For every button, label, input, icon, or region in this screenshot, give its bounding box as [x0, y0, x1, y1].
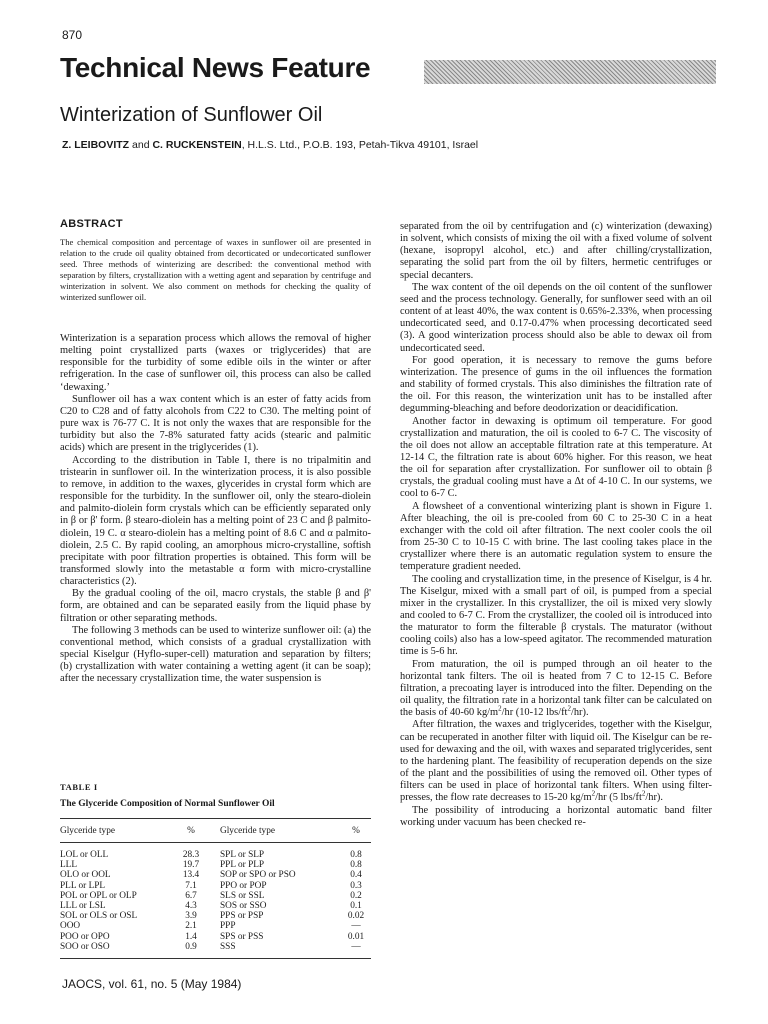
table-cell: 0.1	[350, 901, 362, 912]
paragraph: separated from the oil by centrifugation and (c) winterization (dewaxing) in solvent, which consists of mixing the oil with a fixed volume of solvent (hexane, isopropyl alcohol, etc.) and after chilling/crystallization, separating the solid part from the oil by filters, hermetic centrifuges or special decanters.	[400, 221, 712, 281]
table-cell: SOO or OSO	[60, 941, 110, 952]
table-row	[60, 911, 371, 921]
table-cell: 0.02	[347, 911, 365, 922]
table-header-row	[60, 819, 371, 843]
table-row	[60, 881, 371, 891]
table-caption: The Glyceride Composition of Normal Sunflower Oil	[60, 799, 275, 809]
table-row	[60, 921, 371, 931]
paragraph: The cooling and crystallization time, in the presence of Kiselgur, is 4 hr. The Kiselgur, mixed with a small part of oil, is pumped from a special mixer in the crystallizer. In this crystallizer, the oil is mixed very slowly and cooled to 6-7 C. From the crystallizer, the cooled oil is introduced into the maturator to form the filterable β crystals. The maturator (without cooling coils) also has a low-speed agitator. The recommended maturation time is 5-6 hr.	[400, 573, 712, 658]
table-cell: PPS or PSP	[220, 911, 264, 922]
table-cell: PPO or POP	[220, 880, 267, 891]
paragraph-text: From maturation, the oil is pumped through an oil heater to the horizontal tank filters. The oil is heated from 7 C to 12-15 C. Before filtration, a precoating layer is introduced into the filter. Depending on the oil quality, the filtration rate in a horizontal tank filter can be calculated on the basis of	[400, 658, 712, 719]
author-conjunction: and	[129, 139, 153, 151]
table-cell: 3.9	[185, 911, 197, 922]
header-hatched-bar	[424, 60, 716, 84]
paragraph-text: /hr (5 lbs/ft	[595, 792, 642, 804]
table-cell: OLO or OOL	[60, 870, 111, 881]
paragraph-text: /hr).	[570, 707, 589, 719]
table-cell: 0.8	[350, 860, 362, 871]
table-row	[60, 901, 371, 911]
table-cell: PLL or LPL	[60, 880, 106, 891]
superscript: 2	[641, 789, 646, 798]
paragraph	[400, 719, 712, 804]
table-cell: LLL	[60, 860, 78, 871]
column-header: %	[172, 819, 210, 843]
superscript: 2	[567, 704, 571, 713]
abstract-text: The chemical composition and percentage of waxes in sunflower oil are presented in relation to the crude oil quality obtained from decorticated or undecorticated sunflower seed. Three methods of winterizing are described: the conventional method with separation by filters, crystallization with a wetting agent and separation by centrifuge and winterization in solvent. We also comment on methods for checking the quality of winterized sunflower oil.	[60, 237, 371, 302]
table-cell: —	[351, 941, 361, 952]
table-bottom-rule	[60, 958, 371, 959]
table-row	[60, 891, 371, 901]
page-number: 870	[62, 28, 83, 42]
table-label: TABLE I	[60, 782, 98, 792]
filtration-rate: 40-60 kg/m	[449, 707, 499, 719]
table-cell: SPS or PSS	[220, 931, 264, 942]
paragraph: For good operation, it is necessary to remove the gums before winterization. The presence of gums in the oil influences the formation and stability of formed crystals. This also diminishes the filtration rate of the oil. For this reason, the winterization unit has to be installed after degumming-bleaching and before deodorization or deacidification.	[400, 354, 712, 415]
table-cell: SOS or SSO	[220, 901, 267, 912]
journal-footer: JAOCS, vol. 61, no. 5 (May 1984)	[62, 977, 242, 991]
table-cell: 2.1	[185, 921, 197, 932]
column-header: Glyceride type	[60, 819, 172, 843]
table-cell: LLL or LSL	[60, 901, 106, 912]
table-cell: 6.7	[185, 890, 197, 901]
body-column-right	[400, 221, 712, 829]
author-1: Z. LEIBOVITZ	[62, 139, 130, 151]
table-cell: SSS	[220, 941, 236, 952]
table-cell: 0.4	[350, 870, 362, 881]
paragraph-text: /hr (10-12 lbs/ft	[501, 707, 568, 719]
column-header: Glyceride type	[210, 819, 341, 843]
table-cell: SOP or SPO or PSO	[220, 870, 296, 881]
table-cell: 0.8	[350, 850, 362, 860]
paragraph-text: /hr).	[645, 792, 663, 804]
author-affiliation: , H.L.S. Ltd., P.O.B. 193, Petah-Tikva 49101, Israel	[241, 139, 479, 151]
table-row	[60, 870, 371, 880]
paragraph: A flowsheet of a conventional winterizing plant is shown in Figure 1. After bleaching, the oil is pre-cooled from 60 C to 25-30 C in a heat exchanger with the cold oil after filtration. The next cooler cools the oil from 25-30 C to 10-15 C with brine. The last cooling takes place in the crystallizer where there is an automatic regulation system to ensure the temperature gradient needed.	[400, 500, 712, 573]
table-cell: SOL or OLS or OSL	[60, 911, 138, 922]
table-cell: 19.7	[182, 860, 200, 871]
body-column-left	[60, 333, 371, 686]
table-cell: 28.3	[182, 850, 200, 860]
table-cell: LOL or OLL	[60, 850, 109, 860]
author-line	[62, 139, 532, 152]
flow-rate: 15-20 kg/m	[543, 792, 592, 804]
paragraph: The following 3 methods can be used to winterize sunflower oil: (a) the conventional method, which consists of a gradual crystallization with special Kiselgur (Hyflo-super-cell) maturation and separation by filters; (b) crystallization with water containing a wetting agent (it can be soap); after the necessary crystallization time, the water suspension is	[60, 624, 371, 685]
paragraph: Another factor in dewaxing is optimum oil temperature. For good crystallization and maturation, the oil is cooled to 6-7 C. The viscosity of the oil does not allow an acceptable filtration rate at this temperature. At 12-14 C, the filtration rate is about 60% higher. For this reason, we heat the oil for separation after crystallization. For sunflower oil to obtain β crystals, the gradual cooling must have a Δt of 4-10 C. In our systems, we cool to 6-7 C.	[400, 415, 712, 500]
column-header: %	[341, 819, 371, 843]
section-heading: Technical News Feature	[60, 52, 371, 83]
table-row	[60, 843, 371, 861]
abstract-heading: ABSTRACT	[60, 218, 123, 230]
paragraph: The wax content of the oil depends on the oil content of the sunflower seed and the process technology. Generally, for sunflower seed with an oil content of at least 40%, the wax content is 0.65%-2.33%, when processing undecorticated seed, and 0.17-0.47% when processing decorticated seed (3). A good winterization process should also be able to dewax oil from undecorticated seed.	[400, 281, 712, 354]
table-cell: —	[351, 921, 361, 932]
table-cell: SLS or SSL	[220, 890, 265, 901]
paragraph: According to the distribution in Table I, there is no tripalmitin and tristearin in sunflower oil. In the winterization process, it is also possible to remove, in addition to the waxes, glycerides in crystal form which are responsible for the turbidity. In the sunflower oil, only the stearo-diolein and palmito-diolein form crystals which can be efficiently separated only in β or β' form. β stearo-diolein has a melting point of 23 C and β palmito-diolein, 19 C. α stearo-diolein has a melting point of 8.6 C and α palmito-diolein, 2.5 C. By rapid cooling, an amorphous micro-crystalline, softish precipitate with poor filtration properties is obtained. This form will be transformed slowly into the metastable α form with micro-crystalline characteristics (2).	[60, 454, 371, 588]
superscript: 2	[591, 789, 596, 798]
table-cell: OOO	[60, 921, 81, 932]
paragraph: Winterization is a separation process which allows the removal of higher melting point crystallized parts (waxes or triglycerides) that are responsible for the turbidity of some edible oils in the winter or after refrigeration. In the case of sunflower oil, this process can also be called ‘dewaxing.’	[60, 333, 371, 393]
table-cell: 1.4	[185, 931, 197, 942]
table-row	[60, 942, 371, 952]
table-cell: PPP	[220, 921, 236, 932]
paragraph: Sunflower oil has a wax content which is an ester of fatty acids from C20 to C28 and of fatty alcohols from C22 to C30. The melting point of pure wax is 76-77 C. It is not only the waxes that are responsible for the turbidity but also the 7-8% saturated fatty acids (stearic and palmitic acids) which are present in the triglycerides (1).	[60, 393, 371, 454]
table-cell: 0.2	[350, 890, 362, 901]
table-cell: 0.01	[347, 931, 365, 942]
paragraph-text: After filtration, the waxes and triglycerides, together with the Kiselgur, can be recuperated in another filter with liquid oil. The Kiselgur can be re-used for dewaxing and the oil, with waxes and separated triglycerides, sent to the hardening plant. The feasibility of recuperation depends on the size of the plant and the possibilities of using the removed oil. Other types of filters can be used in place of horizontal tank filters. When using filter-presses, the flow rate decreases to	[400, 719, 712, 804]
table-cell: SPL or SLP	[220, 850, 265, 860]
table-row	[60, 860, 371, 870]
glyceride-table	[60, 818, 371, 952]
paragraph: By the gradual cooling of the oil, macro crystals, the stable β and β' form, are obtained and can be separated easily from the liquid phase by filtration or other separating methods.	[60, 588, 371, 624]
table-cell: PPL or PLP	[220, 860, 265, 871]
table-cell: 4.3	[185, 901, 197, 912]
paragraph	[400, 659, 712, 720]
author-2: C. RUCKENSTEIN	[152, 139, 242, 151]
table-cell: 13.4	[182, 870, 200, 881]
table-row	[60, 932, 371, 942]
article-title: Winterization of Sunflower Oil	[60, 104, 323, 126]
table-cell: 0.9	[185, 941, 197, 952]
paragraph: The possibility of introducing a horizontal automatic band filter working under vacuum has been checked re-	[400, 804, 712, 828]
table-cell: 0.3	[350, 880, 362, 891]
table-cell: POL or OPL or OLP	[60, 890, 137, 901]
table-cell: 7.1	[185, 880, 197, 891]
superscript: 2	[498, 704, 502, 713]
table-cell: POO or OPO	[60, 931, 110, 942]
